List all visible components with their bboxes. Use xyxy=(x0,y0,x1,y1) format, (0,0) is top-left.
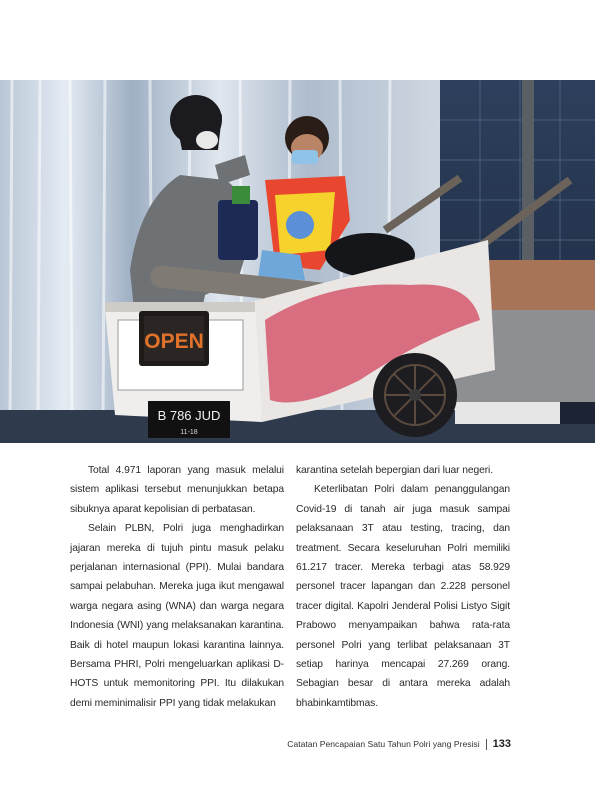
footer-divider xyxy=(486,739,487,750)
open-sign-text: OPEN xyxy=(144,330,204,353)
license-plate-subtext: 11-18 xyxy=(180,429,198,436)
paragraph: Selain PLBN, Polri juga menghadirkan jajaran mereka di tujuh pintu masuk pelaku perjalanan internasional (PPI). Mulai bandara sampai pelabuhan. Mereka juga ikut mengawal warga negara asing (WNA) dan warga negara Indonesia (WNI) yang melaksanakan karantina. Baik di hotel maupun lokasi karantina lainnya. Bersama PHRI, Polri mengeluarkan aplikasi D-HOTS untuk memonitoring PPI. Itu dilakukan demi meminimalisir PPI yang tidak melakukan xyxy=(70,523,284,709)
text-column-left xyxy=(70,461,284,713)
page-number: 133 xyxy=(492,738,511,750)
running-title: Catatan Pencapaian Satu Tahun Polri yang Presisi xyxy=(287,739,480,749)
paragraph-continuation: karantina setelah bepergian dari luar negeri. xyxy=(296,465,493,476)
photo-police-officer-and-child-with-cart xyxy=(0,80,595,443)
paragraph: Total 4.971 laporan yang masuk melalui sistem aplikasi tersebut menunjukkan betapa sibuknya aparat kepolisian di perbatasan. xyxy=(70,465,284,515)
paragraph: Keterlibatan Polri dalam penanggulangan Covid-19 di tanah air juga masuk sampai pelaksanaan 3T atau testing, tracing, dan treatment. Secara keseluruhan Polri memiliki 61.217 tracer. Mereka terbagi atas 58.929 personel tracer lapangan dan 2.228 personel tracer digital. Kapolri Jenderal Polisi Listyo Sigit Prabowo menyampaikan bahwa rata-rata personel Polri yang terlibat pelaksanaan 3T setiap harinya mencapai 27.269 orang. Sebagian besar di antara mereka adalah bhabinkamtibmas. xyxy=(296,484,510,709)
photo-illustration xyxy=(0,80,595,443)
license-plate-text: B 786 JUD xyxy=(157,408,221,423)
page-footer xyxy=(287,738,511,750)
text-column-right xyxy=(296,461,510,713)
